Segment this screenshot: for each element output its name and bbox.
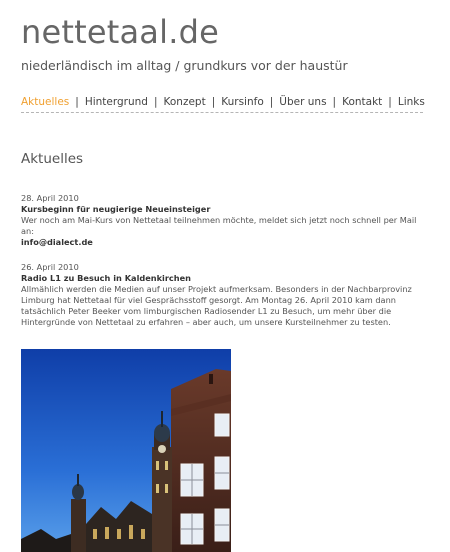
- nav-item-ueber-uns[interactable]: Über uns: [279, 96, 327, 108]
- nav-separator: |: [269, 96, 274, 108]
- entry-body: Allmählich werden die Medien auf unser Projekt aufmerksam. Besonders in der Nachbarprovinz Limburg hat Nettetaal für viel Gesprächsstoff gesorgt. Am Montag 26. April 2010 kam dann tatsächlich Peter Beeker vom limburgischen Radiosender L1 zu Besuch, um mehr über die Hintergründe von Nettetaal zu erfahren – aber auch, um unsere Kursteilnehmer zu testen.: [21, 284, 412, 327]
- site-tagline: niederländisch im alltag / grundkurs vor der haustür: [21, 58, 348, 73]
- email-link[interactable]: info@dialect.de: [21, 237, 93, 247]
- nav-item-konzept[interactable]: Konzept: [163, 96, 206, 108]
- entry-date: 26. April 2010: [21, 262, 79, 272]
- main-nav: [21, 95, 423, 109]
- nav-item-kursinfo[interactable]: Kursinfo: [221, 96, 264, 108]
- nav-item-hintergrund[interactable]: Hintergrund: [84, 96, 148, 108]
- entry-title: Kursbeginn für neugierige Neueinsteiger: [21, 204, 211, 214]
- entry-title: Radio L1 zu Besuch in Kaldenkirchen: [21, 273, 191, 283]
- nav-item-kontakt[interactable]: Kontakt: [342, 96, 383, 108]
- news-entry: [21, 262, 421, 328]
- nav-separator: |: [211, 96, 216, 108]
- news-entry: [21, 193, 421, 248]
- nav-separator: |: [388, 96, 392, 108]
- nav-separator: |: [153, 96, 158, 108]
- nav-item-links[interactable]: Links: [397, 96, 425, 108]
- nav-item-aktuelles[interactable]: Aktuelles: [21, 96, 70, 108]
- nav-divider: [21, 112, 423, 113]
- nav-separator: |: [75, 96, 79, 108]
- section-heading: Aktuelles: [21, 151, 84, 167]
- site-title[interactable]: nettetaal.de: [21, 13, 219, 51]
- nav-separator: |: [332, 96, 337, 108]
- entry-body: Wer noch am Mai-Kurs von Nettetaal teilnehmen möchte, meldet sich jetzt noch schnell per Mail an:: [21, 215, 417, 236]
- news-photo: [21, 349, 231, 552]
- entry-date: 28. April 2010: [21, 193, 79, 203]
